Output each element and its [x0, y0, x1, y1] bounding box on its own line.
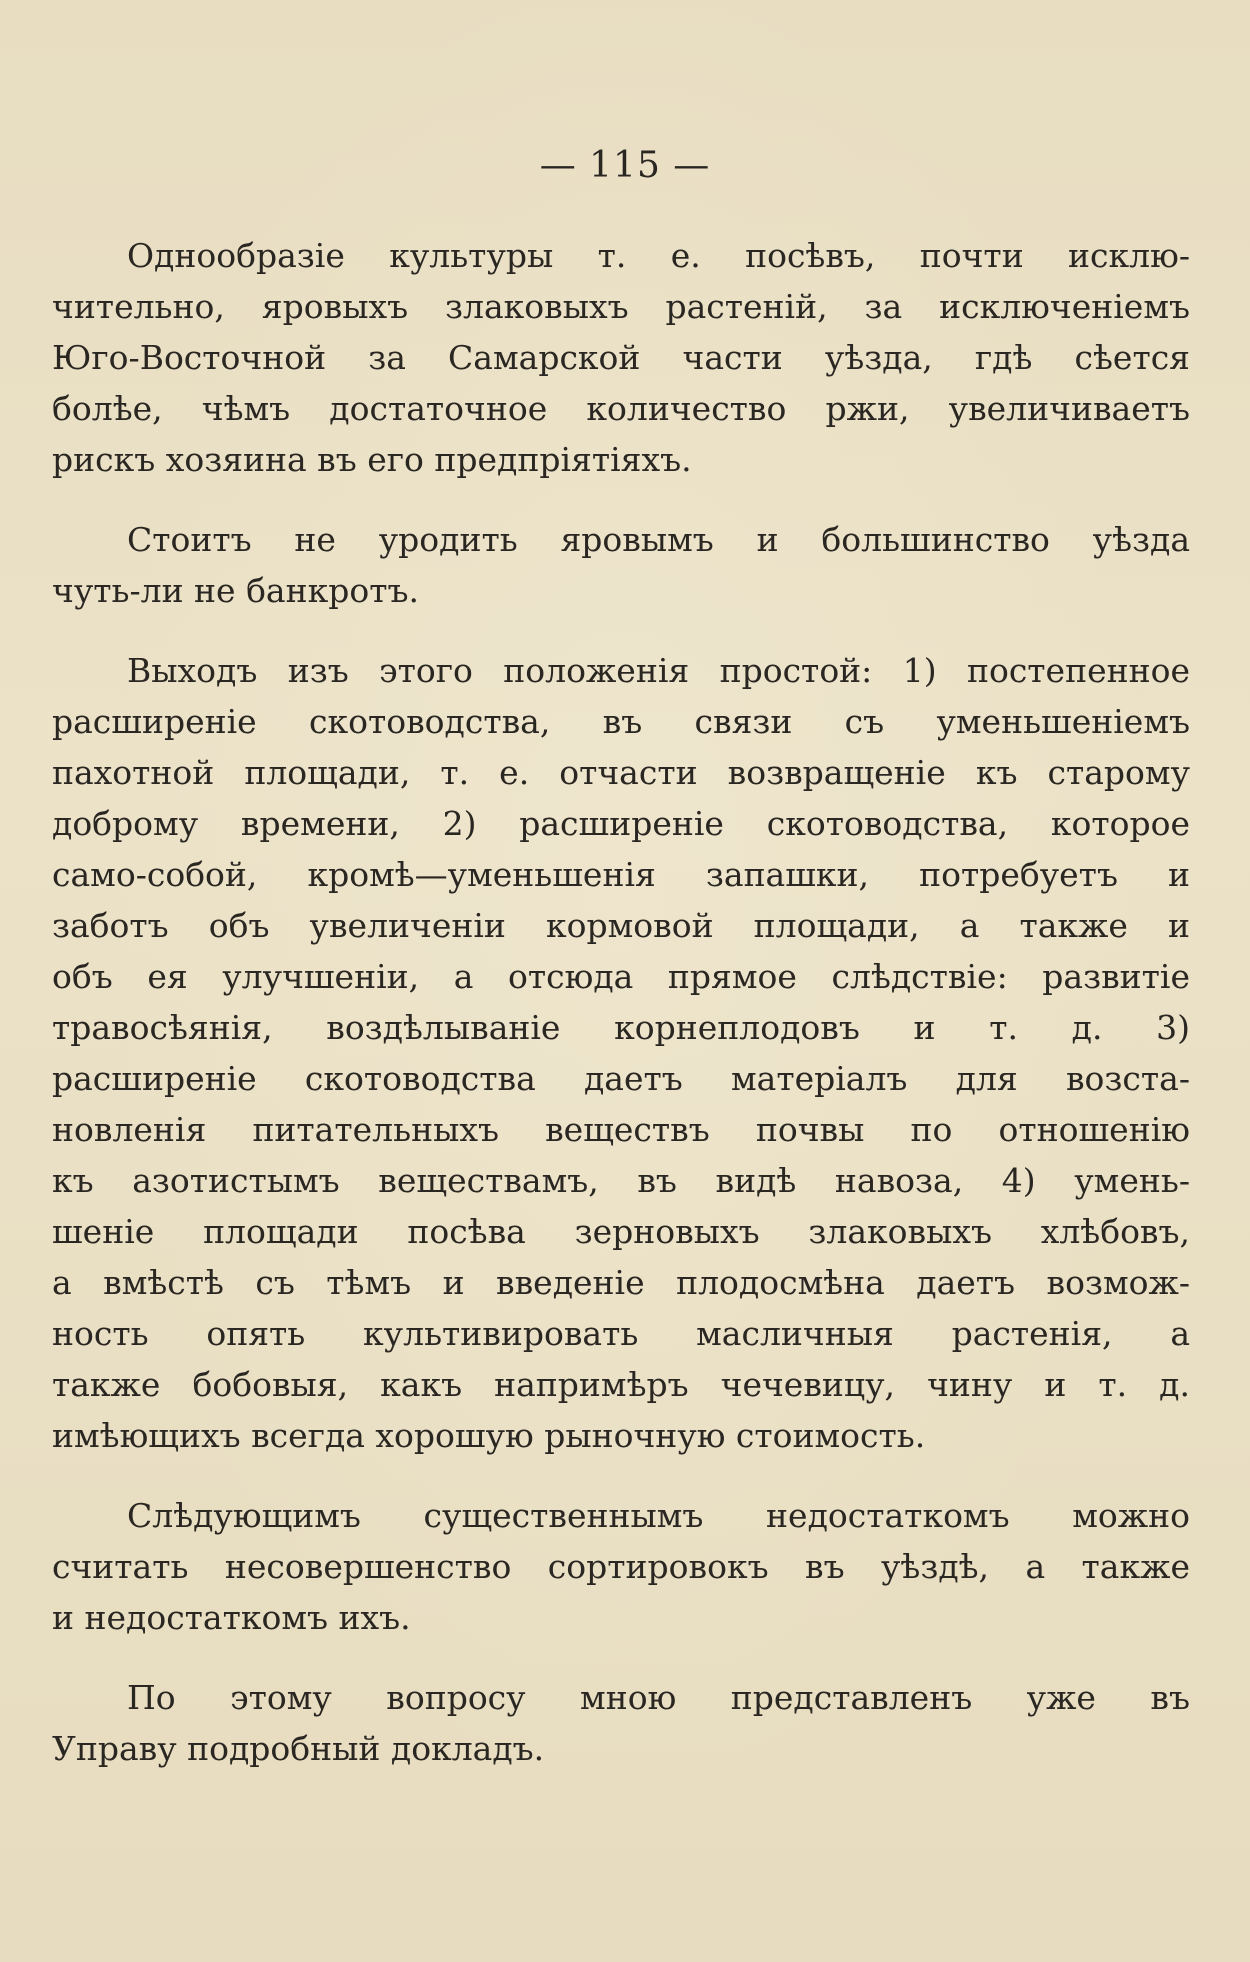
text-line: Однообразіе культуры т. е. посѣвъ, почти исклю-	[127, 236, 1190, 275]
text-line: само-собой, кромѣ—уменьшенія запашки, потребуетъ и	[52, 855, 1190, 894]
text-line: ность опять культивировать масличныя растенія, а	[52, 1314, 1190, 1353]
text-line: чительно, яровыхъ злаковыхъ растеній, за исключеніемъ	[52, 287, 1190, 326]
text-line: доброму времени, 2) расширеніе скотоводства, которое	[52, 804, 1190, 843]
text-line: рискъ хозяина въ его предпріятіяхъ.	[52, 440, 692, 479]
page-number: — 115 —	[539, 145, 711, 186]
text-line: и недостаткомъ ихъ.	[52, 1598, 411, 1637]
text-line: заботъ объ увеличеніи кормовой площади, а также и	[52, 906, 1190, 945]
paragraph-4	[52, 1490, 1190, 1643]
paragraph-gap	[52, 1643, 1190, 1672]
text-line: расширеніе скотоводства, въ связи съ уменьшеніемъ	[52, 702, 1190, 741]
text-line: По этому вопросу мною представленъ уже въ	[127, 1678, 1190, 1717]
text-line: расширеніе скотоводства даетъ матеріалъ для возста-	[52, 1059, 1190, 1098]
text-line: имѣющихъ всегда хорошую рыночную стоимость.	[52, 1416, 926, 1455]
paragraph-gap	[52, 485, 1190, 514]
text-line: объ ея улучшеніи, а отсюда прямое слѣдствіе: развитіе	[52, 957, 1190, 996]
paragraph-gap	[52, 616, 1190, 645]
text-line: Выходъ изъ этого положенія простой: 1) постепенное	[127, 651, 1190, 690]
paragraph-1	[52, 230, 1190, 485]
text-line: Слѣдующимъ существеннымъ недостаткомъ можно	[127, 1496, 1190, 1535]
text-line: пахотной площади, т. е. отчасти возвращеніе къ старому	[52, 753, 1190, 792]
text-line: Стоитъ не уродить яровымъ и большинство уѣзда	[127, 520, 1190, 559]
paragraph-5	[52, 1672, 1190, 1774]
paragraph-gap	[52, 1461, 1190, 1490]
text-line: считать несовершенство сортировокъ въ уѣздѣ, а также	[52, 1547, 1190, 1586]
text-line: чуть-ли не банкротъ.	[52, 571, 419, 610]
body-text	[52, 230, 1190, 1774]
text-line: новленія питательныхъ веществъ почвы по отношенію	[52, 1110, 1190, 1149]
paragraph-3	[52, 645, 1190, 1461]
text-line: къ азотистымъ веществамъ, въ видѣ навоза, 4) умень-	[52, 1161, 1190, 1200]
paragraph-2	[52, 514, 1190, 616]
text-line: болѣе, чѣмъ достаточное количество ржи, увеличиваетъ	[52, 389, 1190, 428]
text-line: также бобовыя, какъ напримѣръ чечевицу, чину и т. д.	[52, 1365, 1190, 1404]
text-line: а вмѣстѣ съ тѣмъ и введеніе плодосмѣна даетъ возмож-	[52, 1263, 1190, 1302]
text-line: Юго-Восточной за Самарской части уѣзда, гдѣ сѣется	[52, 338, 1190, 377]
text-line: шеніе площади посѣва зерновыхъ злаковыхъ хлѣбовъ,	[52, 1212, 1190, 1251]
text-line: травосѣянія, воздѣлываніе корнеплодовъ и т. д. 3)	[52, 1008, 1190, 1047]
text-line: Управу подробный докладъ.	[52, 1729, 545, 1768]
